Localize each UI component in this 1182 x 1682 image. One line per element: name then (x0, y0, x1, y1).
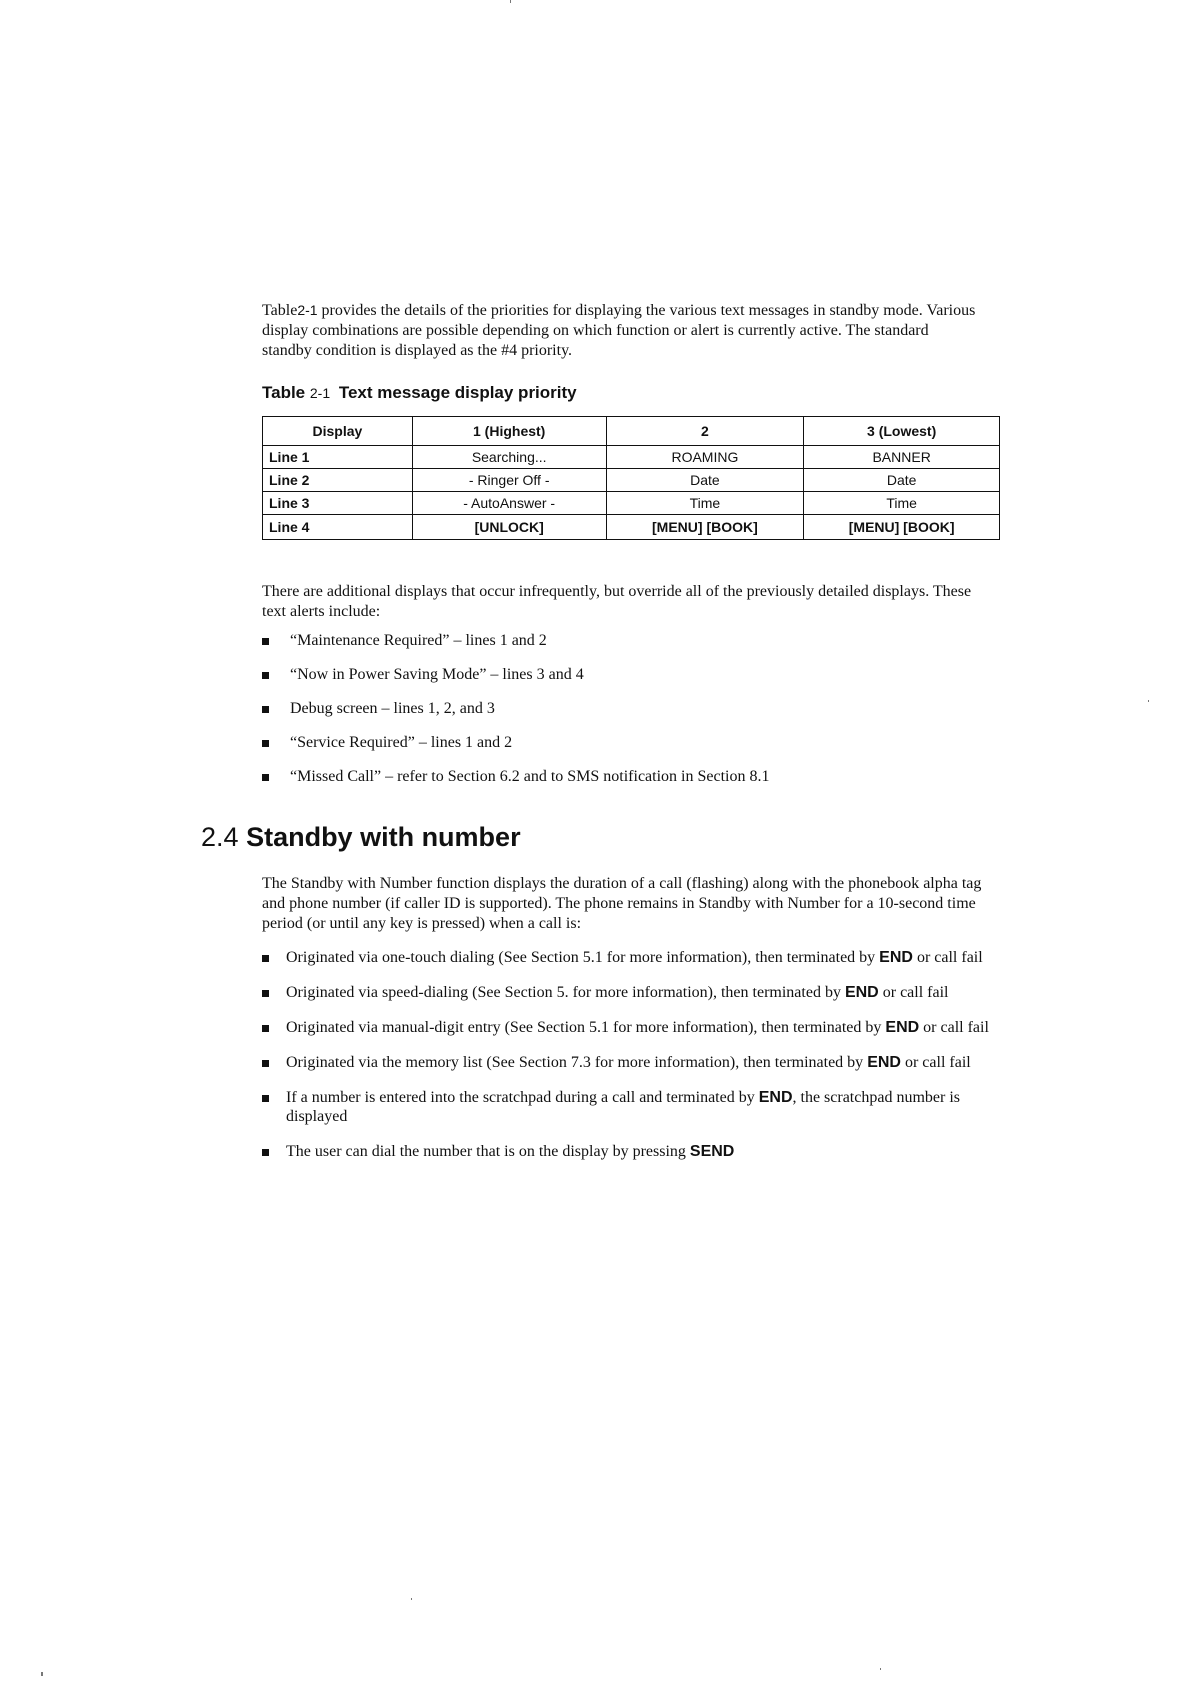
square-bullet-icon (262, 1025, 269, 1032)
list-item-text: The user can dial the number that is on the display by pressing (286, 1143, 690, 1160)
list-item-text: Debug screen – lines 1, 2, and 3 (290, 700, 495, 717)
standby-description-paragraph: The Standby with Number function displays the duration of a call (flashing) along with the phonebook alpha tag and phone number (if caller ID is supported). The phone remains in Standby with Number for a 10-second time period (or until any key is pressed) when a call is: (262, 875, 982, 932)
list-item (262, 1053, 1002, 1072)
table-row (263, 515, 1000, 540)
list-item-text: Originated via the memory list (See Section 7.3 for more information), then terminated by (286, 1054, 868, 1071)
intro-paragraph (262, 300, 982, 361)
table-cell: [MENU] [BOOK] (606, 515, 804, 540)
scan-speck (1148, 700, 1149, 702)
table-header-row (263, 417, 1000, 446)
table-cell: Time (606, 492, 804, 515)
section-title: Standby with number (246, 822, 521, 852)
square-bullet-icon (262, 740, 269, 747)
table-cell: [MENU] [BOOK] (804, 515, 1000, 540)
key-label: END (867, 1054, 901, 1071)
scan-speck (41, 1672, 43, 1676)
list-item (262, 948, 1002, 967)
list-item-text: “Now in Power Saving Mode” – lines 3 and 4 (290, 666, 584, 683)
key-label: END (879, 949, 913, 966)
square-bullet-icon (262, 706, 269, 713)
scan-speck (880, 1668, 881, 1670)
table-header-cell: 3 (Lowest) (804, 417, 1000, 446)
table-caption-number: 2-1 (309, 385, 331, 401)
intro-table-ref: 2-1 (297, 302, 318, 318)
list-item (262, 766, 982, 800)
square-bullet-icon (262, 672, 269, 679)
list-item (262, 664, 982, 698)
section-number: 2.4 (201, 822, 239, 852)
intro-text-after: provides the details of the priorities for displaying the various text messages in standby mode. Various display combinations are possible depending on which function or alert is currently active. The standard standby condition is displayed as the #4 priority. (262, 302, 976, 359)
table-cell: Date (804, 469, 1000, 492)
list-item-text: “Maintenance Required” – lines 1 and 2 (290, 632, 547, 649)
list-item-text: or call fail (900, 1054, 971, 1071)
square-bullet-icon (262, 1095, 269, 1102)
list-item (262, 983, 1002, 1002)
list-item-text: “Missed Call” – refer to Section 6.2 and to SMS notification in Section 8.1 (290, 768, 770, 785)
square-bullet-icon (262, 774, 269, 781)
table-cell: Searching... (412, 446, 606, 469)
table-header-cell: Display (263, 417, 413, 446)
key-label: SEND (689, 1143, 735, 1160)
table-row-header: Line 2 (263, 469, 413, 492)
table-cell: - Ringer Off - (412, 469, 606, 492)
table-row (263, 469, 1000, 492)
list-item-text: Originated via manual-digit entry (See Section 5.1 for more information), then terminated by (286, 1019, 886, 1036)
table-row-header: Line 3 (263, 492, 413, 515)
priority-table (262, 416, 1000, 540)
scan-speck (411, 1598, 412, 1600)
list-item-text: , the scratchpad number is displayed (286, 1089, 960, 1125)
square-bullet-icon (262, 638, 269, 645)
list-item-text: Originated via speed-dialing (See Section 5. for more information), then terminated by (286, 984, 845, 1001)
list-item-text: “Service Required” – lines 1 and 2 (290, 734, 513, 751)
table-cell: Time (804, 492, 1000, 515)
table-row-header: Line 1 (263, 446, 413, 469)
table-cell: - AutoAnswer - (412, 492, 606, 515)
table-row (263, 446, 1000, 469)
key-label: END (844, 984, 879, 1001)
square-bullet-icon (262, 1149, 269, 1156)
table-row (263, 492, 1000, 515)
table-row-header: Line 4 (263, 515, 413, 540)
table-cell: Date (606, 469, 804, 492)
list-item-text: Originated via one-touch dialing (See Section 5.1 for more information), then terminated by (286, 949, 880, 966)
additional-displays-paragraph: There are additional displays that occur infrequently, but override all of the previously detailed displays. These text alerts include: (262, 583, 972, 620)
list-item (262, 1088, 1002, 1126)
section-heading (201, 822, 521, 853)
table-caption-title: Text message display priority (338, 383, 577, 402)
list-item (262, 698, 982, 732)
scan-speck (510, 0, 511, 3)
table-header-cell: 2 (606, 417, 804, 446)
table-header-cell: 1 (Highest) (412, 417, 606, 446)
list-item-text: or call fail (912, 949, 983, 966)
list-item-text: or call fail (878, 984, 949, 1001)
table-cell: ROAMING (606, 446, 804, 469)
call-origins-list (262, 948, 1002, 1177)
list-item (262, 732, 982, 766)
list-item (262, 630, 982, 664)
key-label: END (885, 1019, 920, 1036)
square-bullet-icon (262, 955, 269, 962)
intro-text-before: Table (262, 302, 298, 319)
alerts-list (262, 630, 982, 800)
table-caption (262, 383, 577, 403)
list-item (262, 1142, 1002, 1161)
list-item (262, 1018, 1002, 1037)
list-item-text: or call fail (919, 1019, 989, 1036)
table-cell: [UNLOCK] (412, 515, 606, 540)
table-caption-label: Table (262, 383, 306, 402)
square-bullet-icon (262, 990, 269, 997)
square-bullet-icon (262, 1060, 269, 1067)
list-item-text: If a number is entered into the scratchpad during a call and terminated by (286, 1089, 759, 1106)
table-cell: BANNER (804, 446, 1000, 469)
key-label: END (758, 1089, 793, 1106)
